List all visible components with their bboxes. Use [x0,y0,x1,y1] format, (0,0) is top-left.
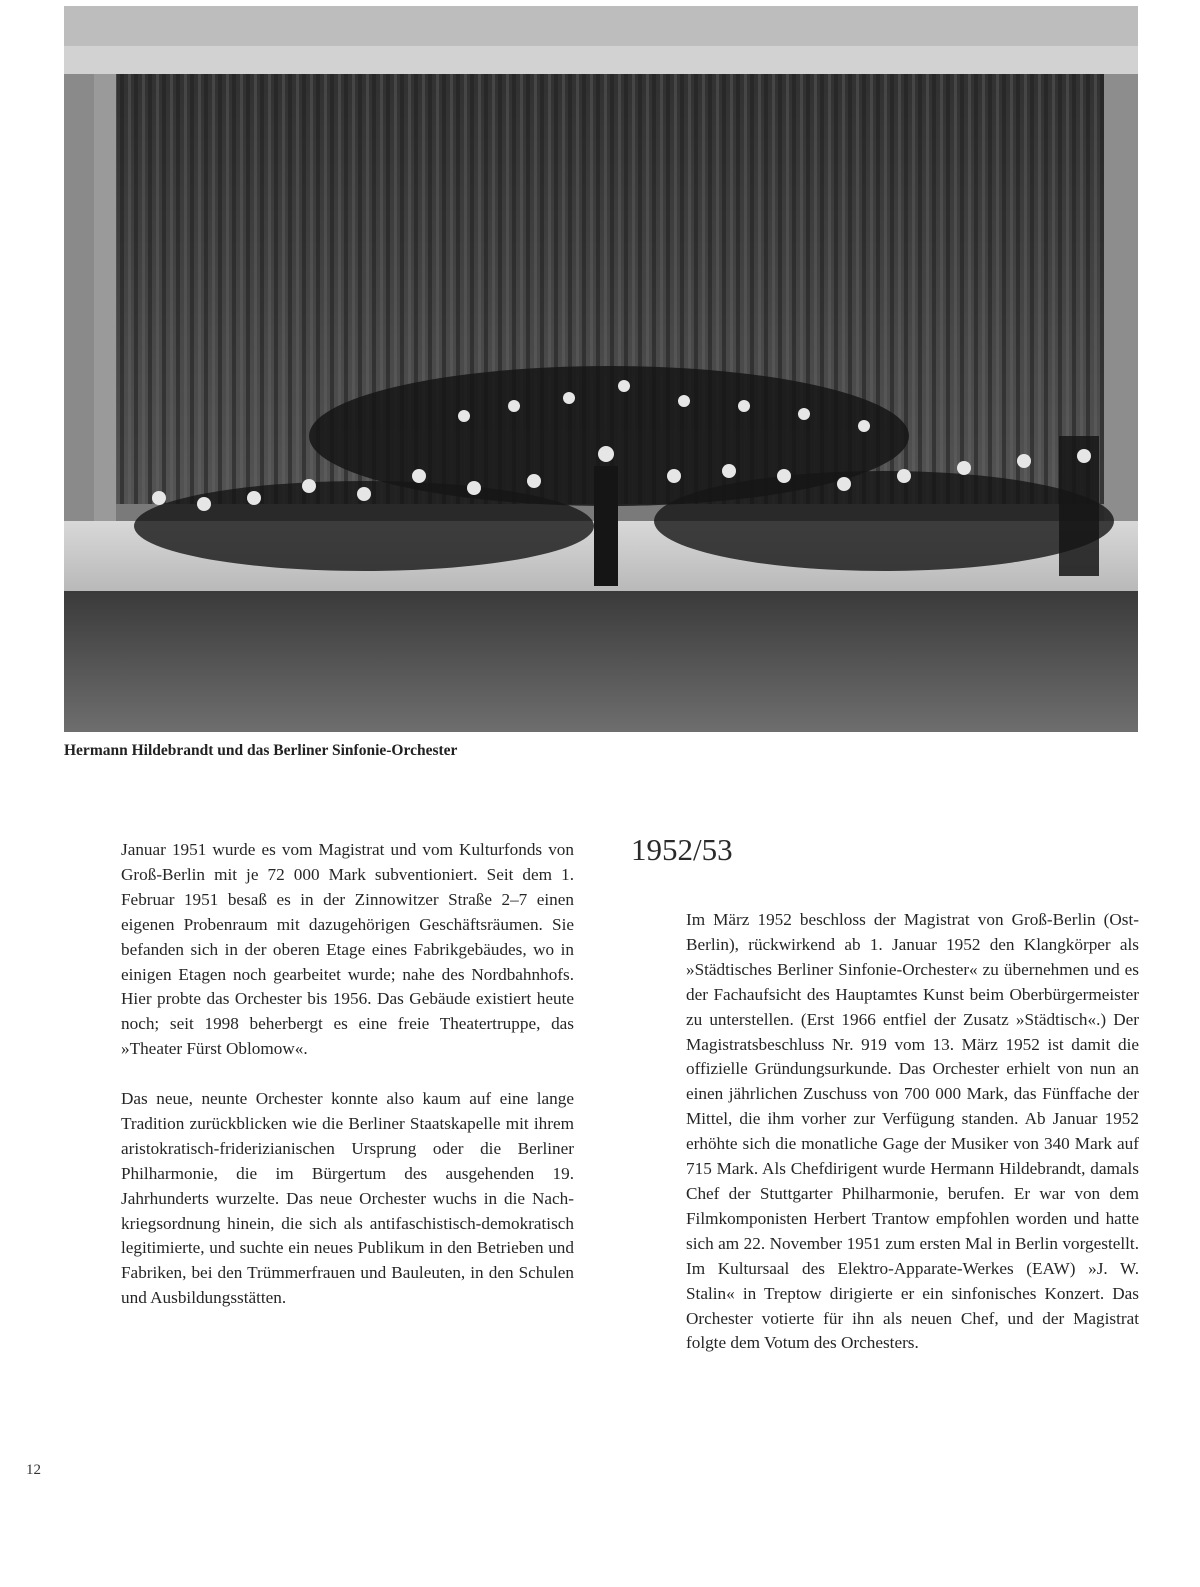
left-paragraph-1: Januar 1951 wurde es vom Magistrat und vom Kulturfonds von Groß-Berlin mit je 72 000 Mark subventioniert. Seit dem 1. Februar 1951 besaß es in der Zinnowitzer Straße 2–7 einen eigenen Probenraum mit dazugehörigen Geschäftsräumen. Sie befanden sich in der oberen Etage eines Fabrikgebäudes, wo in einigen Etagen noch gearbeitet wurde; nahe des Nordbahnhofs. Hier probte das Orchester bis 1956. Das Gebäude existiert heute noch; seit 1998 beherbergt es eine freie Theatertruppe, das »Theater Fürst Oblomow«. [121,840,574,1059]
right-paragraph-1: Im März 1952 beschloss der Magistrat von Groß-Berlin (Ost-Berlin), rückwirkend ab 1. Januar 1952 den Klangkörper als »Städtisches Berliner Sinfonie-Orchester« zu übernehmen und es der Fachaufsicht des Hauptamtes Kunst beim Oberbürgermeister zu unterstellen. (Erst 1966 entfiel der Zusatz »Städtisch«.) Der Magistratsbeschluss Nr. 919 vom 13. März 1952 ist damit die offizielle Gründungsurkunde. Das Orchester erhielt von nun an einen jährlichen Zuschuss von 700 000 Mark, das Fünffache der Mittel, die ihm vorher zur Verfügung standen. Ab Januar 1952 erhöhte sich die monatliche Gage der Musiker von 340 Mark auf 715 Mark. Als Chefdirigent wurde Hermann Hildebrandt, damals Chef der Stuttgarter Philharmonie, berufen. Er war von dem Filmkomponisten Herbert Trantow empfohlen worden und hatte sich am 22. November 1951 zum ersten Mal in Berlin vorgestellt. Im Kultursaal des Elektro-Apparate-Werkes (EAW) »J. W. Stalin« in Treptow dirigierte er ein sinfonisches Konzert. Das Orchester votierte für ihn als neuen Chef, und der Magistrat folgte dem Votum des Orchesters. [686,910,1139,1353]
orchestra-photo [64,6,1138,732]
page-number: 12 [26,1462,41,1478]
left-paragraph-2: Das neue, neunte Orchester konnte also kaum auf eine lange Tradition zurückblicken wie die Berliner Staatskapelle mit ihrem aristokratisch-friderizianischen Ursprung oder die Berliner Philharmonie, die im Bürgertum des ausgehenden 19. Jahrhunderts wurzelte. Das neue Orchester wuchs in die Nachkriegsordnung hinein, die sich als antifaschistisch-demokratisch legitimierte, und suchte ein neues Publikum in den Betrieben und Fabriken, bei den Trümmerfrauen und Bauleuten, in den Schulen und Ausbildungsstätten. [121,1089,574,1308]
orchestra-photo-image [64,6,1138,732]
left-text-column [121,838,574,1311]
photo-caption: Hermann Hildebrandt und das Berliner Sinfonie-Orchester [64,742,458,759]
right-text-column [686,908,1139,1356]
section-heading: 1952/53 [631,832,733,867]
